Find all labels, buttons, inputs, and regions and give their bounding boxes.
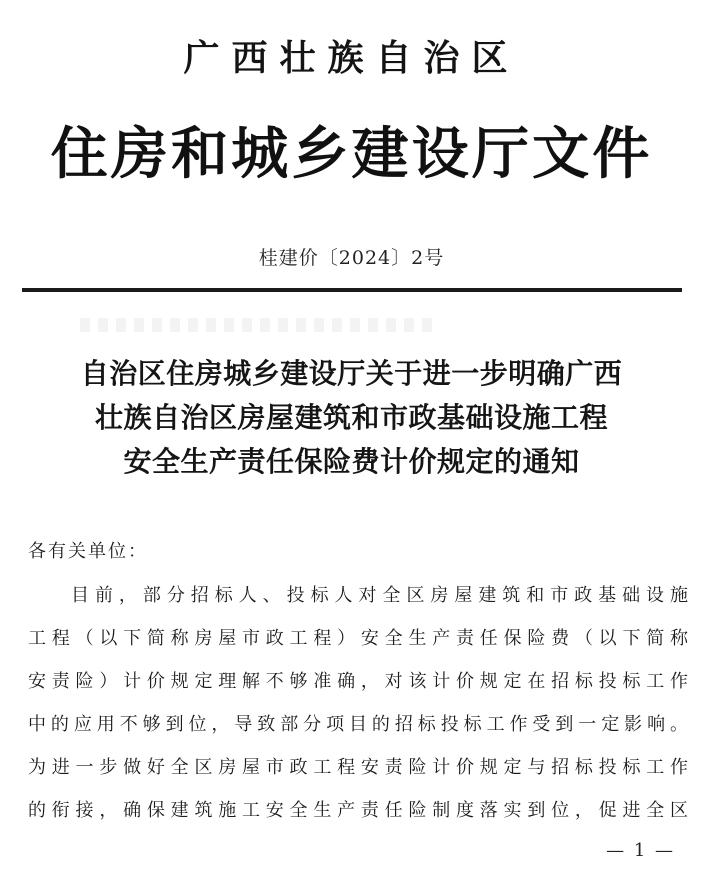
body-text: [28, 574, 688, 832]
faint-stamp-impression: [80, 318, 440, 332]
salutation: 各有关单位：: [28, 541, 148, 562]
title-line: 壮族自治区房屋建筑和市政基础设施工程: [94, 401, 608, 434]
body-line: 目前，部分招标人、投标人对全区房屋建筑和市政基础设施: [71, 585, 688, 606]
document-number: 桂建价〔2024〕2号: [258, 247, 445, 269]
body-line: 为进一步做好全区房屋市政工程安责险计价规定与招标投标工作: [28, 757, 688, 778]
body-line: 的衔接，确保建筑施工安全生产责任险制度落实到位，促进全区: [28, 800, 688, 821]
document-title: [30, 352, 673, 484]
body-line: 中的应用不够到位，导致部分项目的招标投标工作受到一定影响。: [28, 714, 688, 735]
header-divider: [22, 288, 682, 292]
body-line: 工程（以下简称房屋市政工程）安全生产责任保险费（以下简称: [28, 628, 688, 649]
issuer-department: 住房和城乡建设厅文件: [50, 121, 653, 187]
issuer-region: 广西壮族自治区: [183, 37, 520, 79]
title-line: 安全生产责任保险费计价规定的通知: [123, 445, 580, 478]
page-number: — 1 —: [606, 840, 675, 861]
body-line: 安责险）计价规定理解不够准确，对该计价规定在招标投标工作: [28, 671, 688, 692]
title-line: 自治区住房城乡建设厅关于进一步明确广西: [80, 357, 623, 390]
